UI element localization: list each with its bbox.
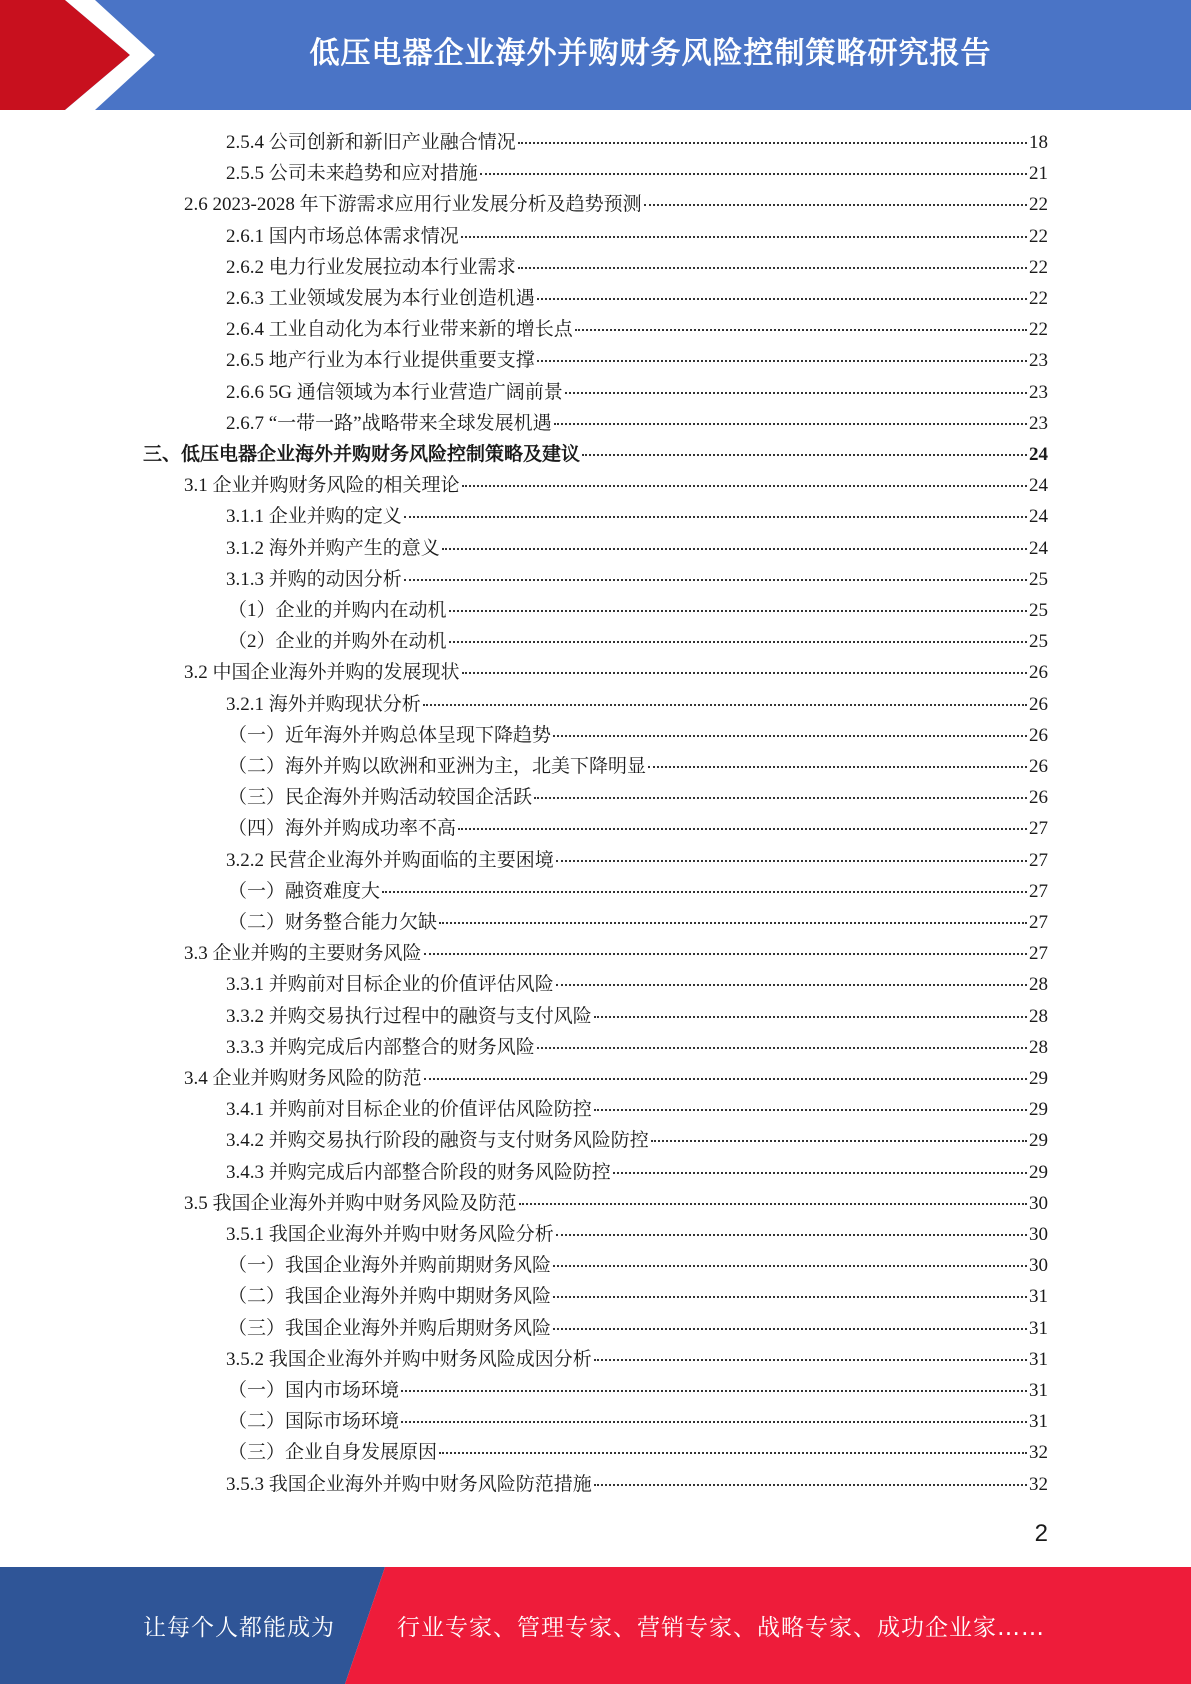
toc-entry-label: 三、低压电器企业海外并购财务风险控制策略及建议: [143, 444, 581, 465]
toc-entry[interactable]: [226, 689, 1048, 720]
toc-entry-label: 2.6.4 工业自动化为本行业带来新的增长点: [226, 319, 573, 341]
toc-entry[interactable]: [228, 1406, 1048, 1437]
toc-entry[interactable]: [226, 1157, 1048, 1188]
toc-entry-page: 29: [1029, 1068, 1048, 1089]
toc-entry-page: 26: [1029, 787, 1048, 809]
toc-entry[interactable]: [184, 1063, 1048, 1094]
toc-leader-dots: [401, 1390, 1027, 1392]
toc-entry-page: 31: [1029, 1317, 1048, 1339]
toc-entry-label: 2.6.3 工业领域发展为本行业创造机遇: [226, 288, 535, 309]
toc-entry-label: 3.5.3 我国企业海外并购中财务风险防范措施: [226, 1473, 592, 1495]
toc-entry-page: 32: [1029, 1473, 1048, 1495]
toc-leader-dots: [458, 828, 1027, 830]
toc-entry[interactable]: [228, 907, 1048, 938]
toc-entry-page: 24: [1029, 506, 1048, 528]
toc-entry-label: 2.6.6 5G 通信领域为本行业营造广阔前景: [226, 381, 563, 403]
toc-entry[interactable]: [228, 813, 1048, 844]
toc-leader-dots: [651, 1140, 1027, 1142]
toc-leader-dots: [424, 953, 1027, 955]
toc-entry-page: 28: [1029, 1005, 1048, 1027]
toc-entry-page: 24: [1029, 537, 1048, 559]
toc-entry-label: 2.5.5 公司未来趋势和应对措施: [226, 163, 478, 185]
toc-entry[interactable]: [184, 657, 1048, 688]
toc-entry[interactable]: [226, 158, 1048, 189]
toc-entry-label: 3.2.1 海外并购现状分析: [226, 693, 421, 715]
toc-entry[interactable]: [226, 1125, 1048, 1156]
toc-entry[interactable]: [228, 1313, 1048, 1344]
toc-entry-label: （一）国内市场环境: [228, 1380, 400, 1401]
toc-entry-label: （二）海外并购以欧洲和亚洲为主，北美下降明显: [228, 756, 647, 777]
toc-entry-label: （三）企业自身发展原因: [228, 1442, 438, 1464]
toc-leader-dots: [556, 860, 1027, 862]
toc-entry-page: 22: [1029, 194, 1048, 216]
toc-entry-page: 23: [1029, 412, 1048, 434]
toc-leader-dots: [553, 735, 1027, 737]
toc-entry-label: 3.1 企业并购财务风险的相关理论: [184, 475, 460, 497]
toc-entry-page: 27: [1029, 943, 1048, 965]
toc-leader-dots: [404, 516, 1027, 518]
toc-entry-page: 27: [1029, 912, 1048, 933]
toc-entry-page: 25: [1029, 568, 1048, 590]
toc-leader-dots: [553, 1265, 1027, 1267]
toc-entry[interactable]: [226, 564, 1048, 595]
toc-entry-page: 30: [1029, 1224, 1048, 1245]
toc-entry[interactable]: [226, 1001, 1048, 1032]
toc-entry-page: 26: [1029, 724, 1048, 746]
toc-leader-dots: [554, 423, 1027, 425]
toc-leader-dots: [553, 1328, 1027, 1330]
toc-leader-dots: [613, 1172, 1027, 1174]
toc-leader-dots: [594, 1109, 1027, 1111]
toc-entry[interactable]: [184, 1188, 1048, 1219]
toc-entry-page: 26: [1029, 756, 1048, 777]
toc-entry[interactable]: [228, 1250, 1048, 1281]
toc-leader-dots: [537, 1047, 1027, 1049]
toc-entry-page: 25: [1029, 600, 1048, 621]
toc-entry[interactable]: [228, 782, 1048, 813]
toc-entry-label: （二）我国企业海外并购中期财务风险: [228, 1286, 552, 1308]
page-number: 2: [1034, 1520, 1048, 1547]
toc-entry-label: 3.3.3 并购完成后内部整合的财务风险: [226, 1036, 535, 1058]
toc-entry-page: 23: [1029, 350, 1048, 372]
toc-entry-page: 22: [1029, 288, 1048, 309]
toc-entry-label: 3.5 我国企业海外并购中财务风险及防范: [184, 1192, 517, 1214]
toc-entry-label: 3.1.2 海外并购产生的意义: [226, 537, 440, 559]
toc-entry-label: 3.4.2 并购交易执行阶段的融资与支付财务风险防控: [226, 1130, 649, 1152]
toc-leader-dots: [449, 641, 1027, 643]
toc-entry-page: 32: [1029, 1442, 1048, 1464]
toc-leader-dots: [449, 610, 1027, 612]
toc-leader-dots: [423, 704, 1027, 706]
toc-entry-page: 27: [1029, 818, 1048, 840]
toc-entry-label: 3.3.1 并购前对目标企业的价值评估风险: [226, 974, 554, 996]
footer-slogan-right: 行业专家、管理专家、营销专家、战略专家、成功企业家……: [397, 1615, 1045, 1641]
toc-entry-label: （一）近年海外并购总体呈现下降趋势: [228, 724, 552, 746]
toc-entry-page: 30: [1029, 1192, 1048, 1214]
toc-entry-page: 29: [1029, 1161, 1048, 1183]
toc-entry-page: 29: [1029, 1099, 1048, 1121]
toc-entry-label: 3.2 中国企业海外并购的发展现状: [184, 662, 460, 684]
toc-entry[interactable]: [226, 283, 1048, 314]
toc-entry[interactable]: [226, 377, 1048, 408]
toc-leader-dots: [424, 1078, 1027, 1080]
toc-entry-label: 3.4.3 并购完成后内部整合阶段的财务风险防控: [226, 1161, 611, 1183]
toc-entry-page: 24: [1029, 444, 1048, 465]
toc-entry-page: 31: [1029, 1411, 1048, 1433]
toc-leader-dots: [518, 267, 1027, 269]
toc-entry-page: 31: [1029, 1380, 1048, 1401]
toc-entry[interactable]: [226, 314, 1048, 345]
toc-entry-label: （二）国际市场环境: [228, 1411, 400, 1433]
toc-leader-dots: [553, 1296, 1027, 1298]
toc-entry[interactable]: [226, 1219, 1048, 1250]
toc-leader-dots: [594, 1484, 1027, 1486]
toc-entry[interactable]: [228, 1437, 1048, 1468]
toc-entry[interactable]: [226, 1344, 1048, 1375]
toc-entry-label: 2.6 2023-2028 年下游需求应用行业发展分析及趋势预测: [184, 194, 642, 216]
toc-leader-dots: [401, 1421, 1027, 1423]
toc-entry-label: （二）财务整合能力欠缺: [228, 912, 438, 933]
toc-entry[interactable]: [228, 876, 1048, 907]
toc-leader-dots: [382, 891, 1027, 893]
toc-leader-dots: [582, 454, 1027, 456]
toc-entry-label: 3.5.1 我国企业海外并购中财务风险分析: [226, 1224, 554, 1245]
toc-leader-dots: [534, 797, 1027, 799]
toc-entry[interactable]: [184, 189, 1048, 220]
toc-entry[interactable]: [228, 751, 1048, 782]
toc-entry-page: 22: [1029, 319, 1048, 341]
toc-entry-page: 31: [1029, 1286, 1048, 1308]
toc-entry[interactable]: [228, 626, 1048, 657]
toc-entry[interactable]: [226, 1094, 1048, 1125]
toc-entry[interactable]: [226, 252, 1048, 283]
toc-entry-label: （一）融资难度大: [228, 880, 381, 902]
toc-entry[interactable]: [226, 1469, 1048, 1500]
toc-entry-label: 3.2.2 民营企业海外并购面临的主要困境: [226, 849, 554, 871]
toc-leader-dots: [439, 1452, 1027, 1454]
toc-leader-dots: [594, 1016, 1027, 1018]
toc-entry-label: 2.5.4 公司创新和新旧产业融合情况: [226, 132, 516, 153]
page-footer: [0, 1567, 1191, 1684]
toc-entry-label: 2.6.2 电力行业发展拉动本行业需求: [226, 256, 516, 278]
toc-entry[interactable]: [228, 1281, 1048, 1312]
toc-leader-dots: [404, 579, 1027, 581]
toc-entry-label: 3.5.2 我国企业海外并购中财务风险成因分析: [226, 1348, 592, 1370]
toc-entry-page: 21: [1029, 163, 1048, 185]
toc-entry-page: 31: [1029, 1348, 1048, 1370]
toc-leader-dots: [594, 1359, 1027, 1361]
toc-leader-dots: [439, 922, 1027, 924]
page-header: [0, 0, 1191, 110]
toc-entry[interactable]: [228, 720, 1048, 751]
toc-leader-dots: [442, 548, 1027, 550]
toc-entry[interactable]: [184, 470, 1048, 501]
toc-entry-label: 3.4.1 并购前对目标企业的价值评估风险防控: [226, 1099, 592, 1121]
toc-entry[interactable]: [226, 345, 1048, 376]
toc-entry-label: 3.4 企业并购财务风险的防范: [184, 1068, 422, 1089]
toc-leader-dots: [480, 173, 1027, 175]
toc-entry-label: （三）我国企业海外并购后期财务风险: [228, 1317, 552, 1339]
toc-leader-dots: [461, 236, 1027, 238]
toc-entry[interactable]: [226, 969, 1048, 1000]
toc-leader-dots: [556, 984, 1027, 986]
toc-entry[interactable]: [228, 1375, 1048, 1406]
toc-entry-label: 2.6.1 国内市场总体需求情况: [226, 225, 459, 247]
toc-entry-page: 29: [1029, 1130, 1048, 1152]
footer-slogan-left: 让每个人都能成为: [143, 1615, 335, 1641]
toc-leader-dots: [644, 204, 1027, 206]
document-title: 低压电器企业海外并购财务风险控制策略研究报告: [309, 36, 992, 71]
toc-leader-dots: [537, 360, 1027, 362]
toc-entry-page: 22: [1029, 225, 1048, 247]
toc-entry[interactable]: [228, 595, 1048, 626]
toc-entry-page: 30: [1029, 1255, 1048, 1277]
toc-leader-dots: [519, 1203, 1027, 1205]
toc-entry-label: （2）企业的并购外在动机: [228, 631, 447, 653]
toc-entry[interactable]: [226, 408, 1048, 439]
toc-entry-page: 27: [1029, 849, 1048, 871]
toc-entry-label: 3.3.2 并购交易执行过程中的融资与支付风险: [226, 1005, 592, 1027]
toc-entry[interactable]: [184, 938, 1048, 969]
toc-entry-page: 28: [1029, 974, 1048, 996]
toc-entry[interactable]: [226, 845, 1048, 876]
toc-entry-page: 26: [1029, 693, 1048, 715]
toc-entry-label: （一）我国企业海外并购前期财务风险: [228, 1255, 552, 1277]
toc-entry-label: 3.1.1 企业并购的定义: [226, 506, 402, 528]
toc-entry-page: 23: [1029, 381, 1048, 403]
toc-entry-page: 27: [1029, 880, 1048, 902]
toc-entry-page: 18: [1029, 132, 1048, 153]
toc-entry[interactable]: [226, 221, 1048, 252]
toc-entry-label: （1）企业的并购内在动机: [228, 600, 447, 621]
toc-entry-label: （三）民企海外并购活动较国企活跃: [228, 787, 533, 809]
toc-leader-dots: [648, 766, 1027, 768]
toc-leader-dots: [462, 485, 1027, 487]
toc-entry-label: 3.3 企业并购的主要财务风险: [184, 943, 422, 965]
toc-entry-label: 2.6.7 “一带一路”战略带来全球发展机遇: [226, 412, 552, 434]
toc-entry-page: 28: [1029, 1036, 1048, 1058]
toc-entry[interactable]: [226, 501, 1048, 532]
toc-leader-dots: [537, 298, 1027, 300]
toc-entry[interactable]: [226, 1032, 1048, 1063]
toc-entry-page: 22: [1029, 256, 1048, 278]
toc-entry[interactable]: [226, 127, 1048, 158]
toc-entry-label: 3.1.3 并购的动因分析: [226, 568, 402, 590]
toc-entry-page: 25: [1029, 631, 1048, 653]
toc-leader-dots: [556, 1234, 1027, 1236]
toc-leader-dots: [575, 329, 1027, 331]
toc-leader-dots: [565, 392, 1027, 394]
toc-leader-dots: [518, 142, 1027, 144]
toc-entry-label: 2.6.5 地产行业为本行业提供重要支撑: [226, 350, 535, 372]
toc-leader-dots: [462, 672, 1027, 674]
toc-entry[interactable]: [226, 533, 1048, 564]
toc-entry[interactable]: [143, 439, 1048, 470]
toc-entry-page: 26: [1029, 662, 1048, 684]
toc-entry-label: （四）海外并购成功率不高: [228, 818, 457, 840]
toc-entry-page: 24: [1029, 475, 1048, 497]
